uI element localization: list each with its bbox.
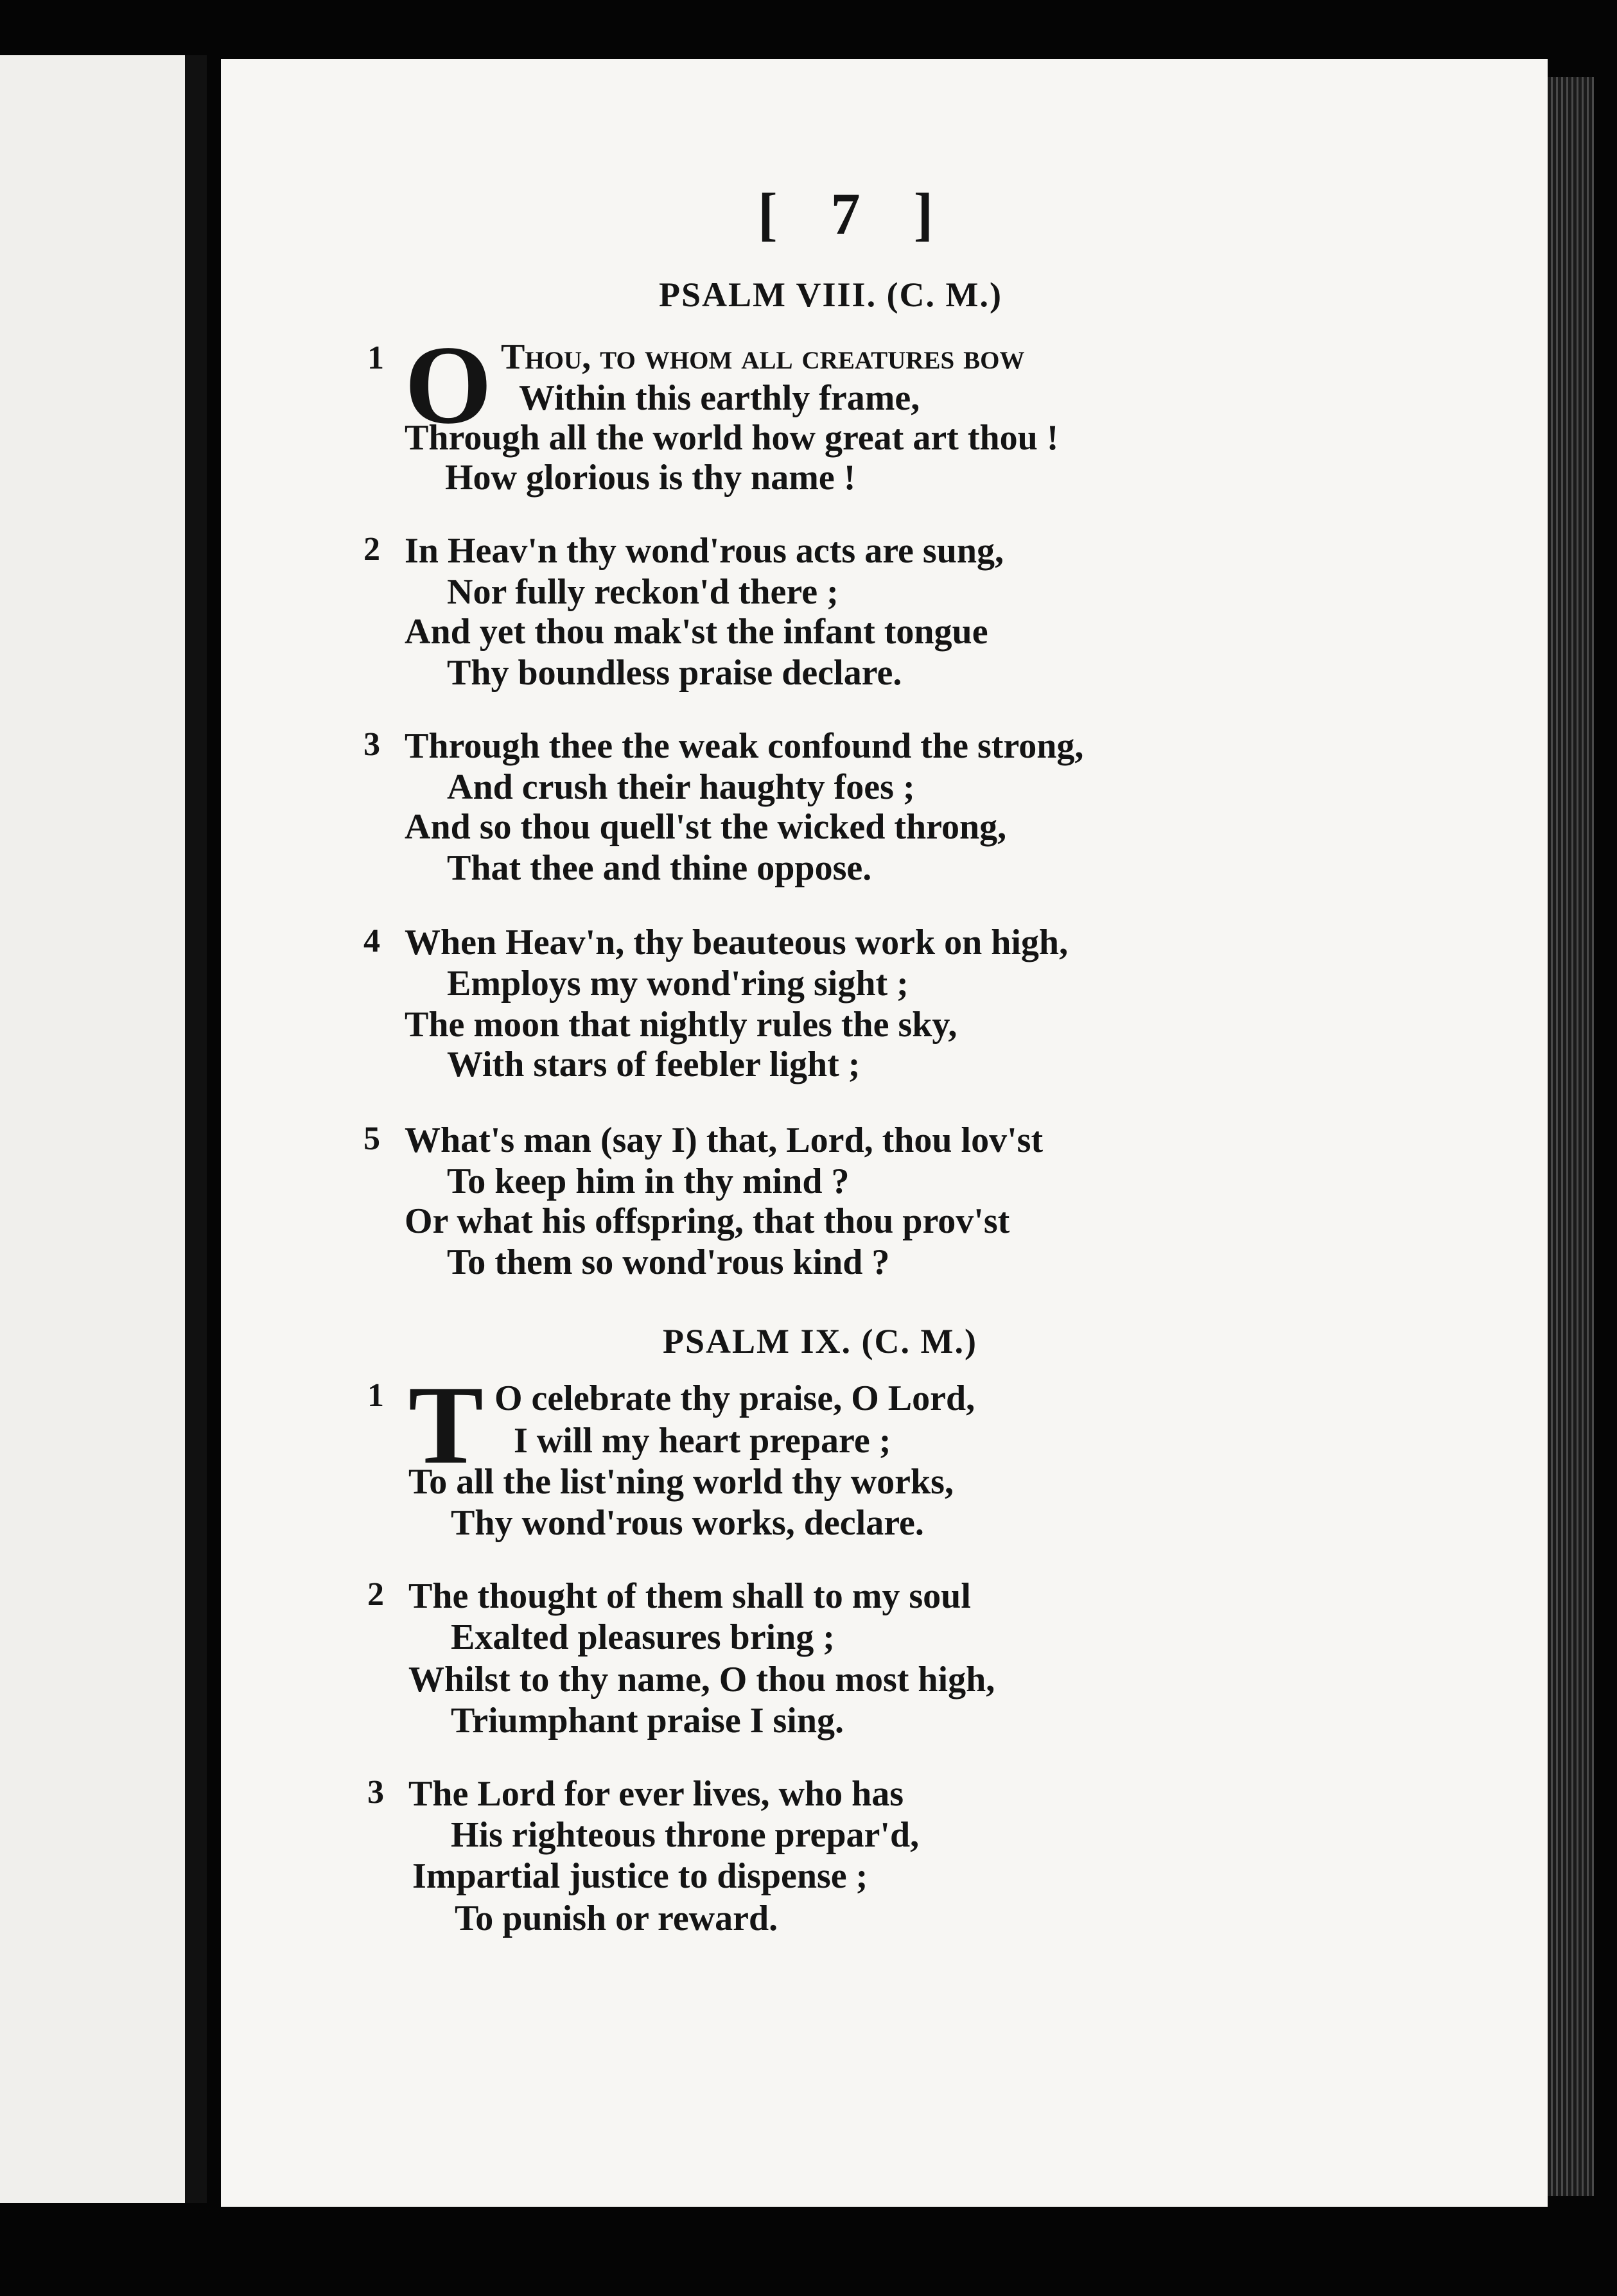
verse-line: To keep him in thy mind ? <box>447 1161 850 1201</box>
verse-line: Through thee the weak confound the strong, <box>405 726 1084 766</box>
verse-line: Impartial justice to dispense ; <box>412 1856 868 1896</box>
verse-line: Thou, to whom all creatures bow <box>501 337 1025 377</box>
verse-line: The thought of them shall to my soul <box>408 1576 971 1616</box>
verse-line: Exalted pleasures bring ; <box>451 1617 835 1657</box>
verse-line: Thy wond'rous works, declare. <box>451 1503 924 1543</box>
page-edges <box>1548 77 1594 2196</box>
verse-line: To punish or reward. <box>455 1899 778 1938</box>
verse-number: 2 <box>367 1576 384 1613</box>
verse-line: How glorious is thy name ! <box>445 458 856 498</box>
verse-line: The Lord for ever lives, who has <box>408 1774 904 1814</box>
verse-line: To all the list'ning world thy works, <box>408 1462 954 1502</box>
verse-line: Nor fully reckon'd there ; <box>447 572 839 612</box>
verse-number: 3 <box>367 1774 384 1811</box>
verse-number: 2 <box>363 531 380 568</box>
verse-line: With stars of feebler light ; <box>447 1045 861 1084</box>
verse-line: Whilst to thy name, O thou most high, <box>408 1660 995 1700</box>
verse-line: And so thou quell'st the wicked throng, <box>405 807 1007 847</box>
page-number: [ 7 ] <box>758 181 953 247</box>
verse-line: And crush their haughty foes ; <box>447 767 915 807</box>
verse-line: What's man (say I) that, Lord, thou lov'st <box>405 1120 1044 1160</box>
drop-cap: O <box>405 322 493 447</box>
verse-line: Thy boundless praise declare. <box>447 653 902 693</box>
drop-cap: T <box>408 1362 484 1487</box>
facing-page <box>0 55 207 2203</box>
verse-line: Or what his offspring, that thou prov'st <box>405 1201 1010 1241</box>
psalm-title: PSALM IX. (C. M.) <box>663 1322 977 1361</box>
verse-line: I will my heart prepare ; <box>514 1421 891 1461</box>
verse-line: To them so wond'rous kind ? <box>447 1242 890 1282</box>
verse-line: In Heav'n thy wond'rous acts are sung, <box>405 531 1004 571</box>
verse-line: When Heav'n, thy beauteous work on high, <box>405 923 1069 962</box>
verse-line: Within this earthly frame, <box>519 378 920 418</box>
verse-line: That thee and thine oppose. <box>447 848 872 888</box>
verse-number: 1 <box>367 1377 384 1414</box>
verse-number: 3 <box>363 726 380 763</box>
verse-line: The moon that nightly rules the sky, <box>405 1005 957 1045</box>
verse-line: And yet thou mak'st the infant tongue <box>405 612 988 652</box>
psalm-title: PSALM VIII. (C. M.) <box>659 275 1002 314</box>
verse-number: 1 <box>367 340 384 376</box>
verse-line: Triumphant praise I sing. <box>451 1701 844 1741</box>
verse-line: His righteous throne prepar'd, <box>451 1815 920 1855</box>
verse-line: O celebrate thy praise, O Lord, <box>494 1378 975 1418</box>
verse-number: 4 <box>363 923 380 959</box>
gutter-shadow <box>185 55 207 2203</box>
verse-line: Through all the world how great art thou ! <box>405 418 1059 458</box>
verse-number: 5 <box>363 1120 380 1157</box>
verse-line: Employs my wond'ring sight ; <box>447 964 909 1004</box>
